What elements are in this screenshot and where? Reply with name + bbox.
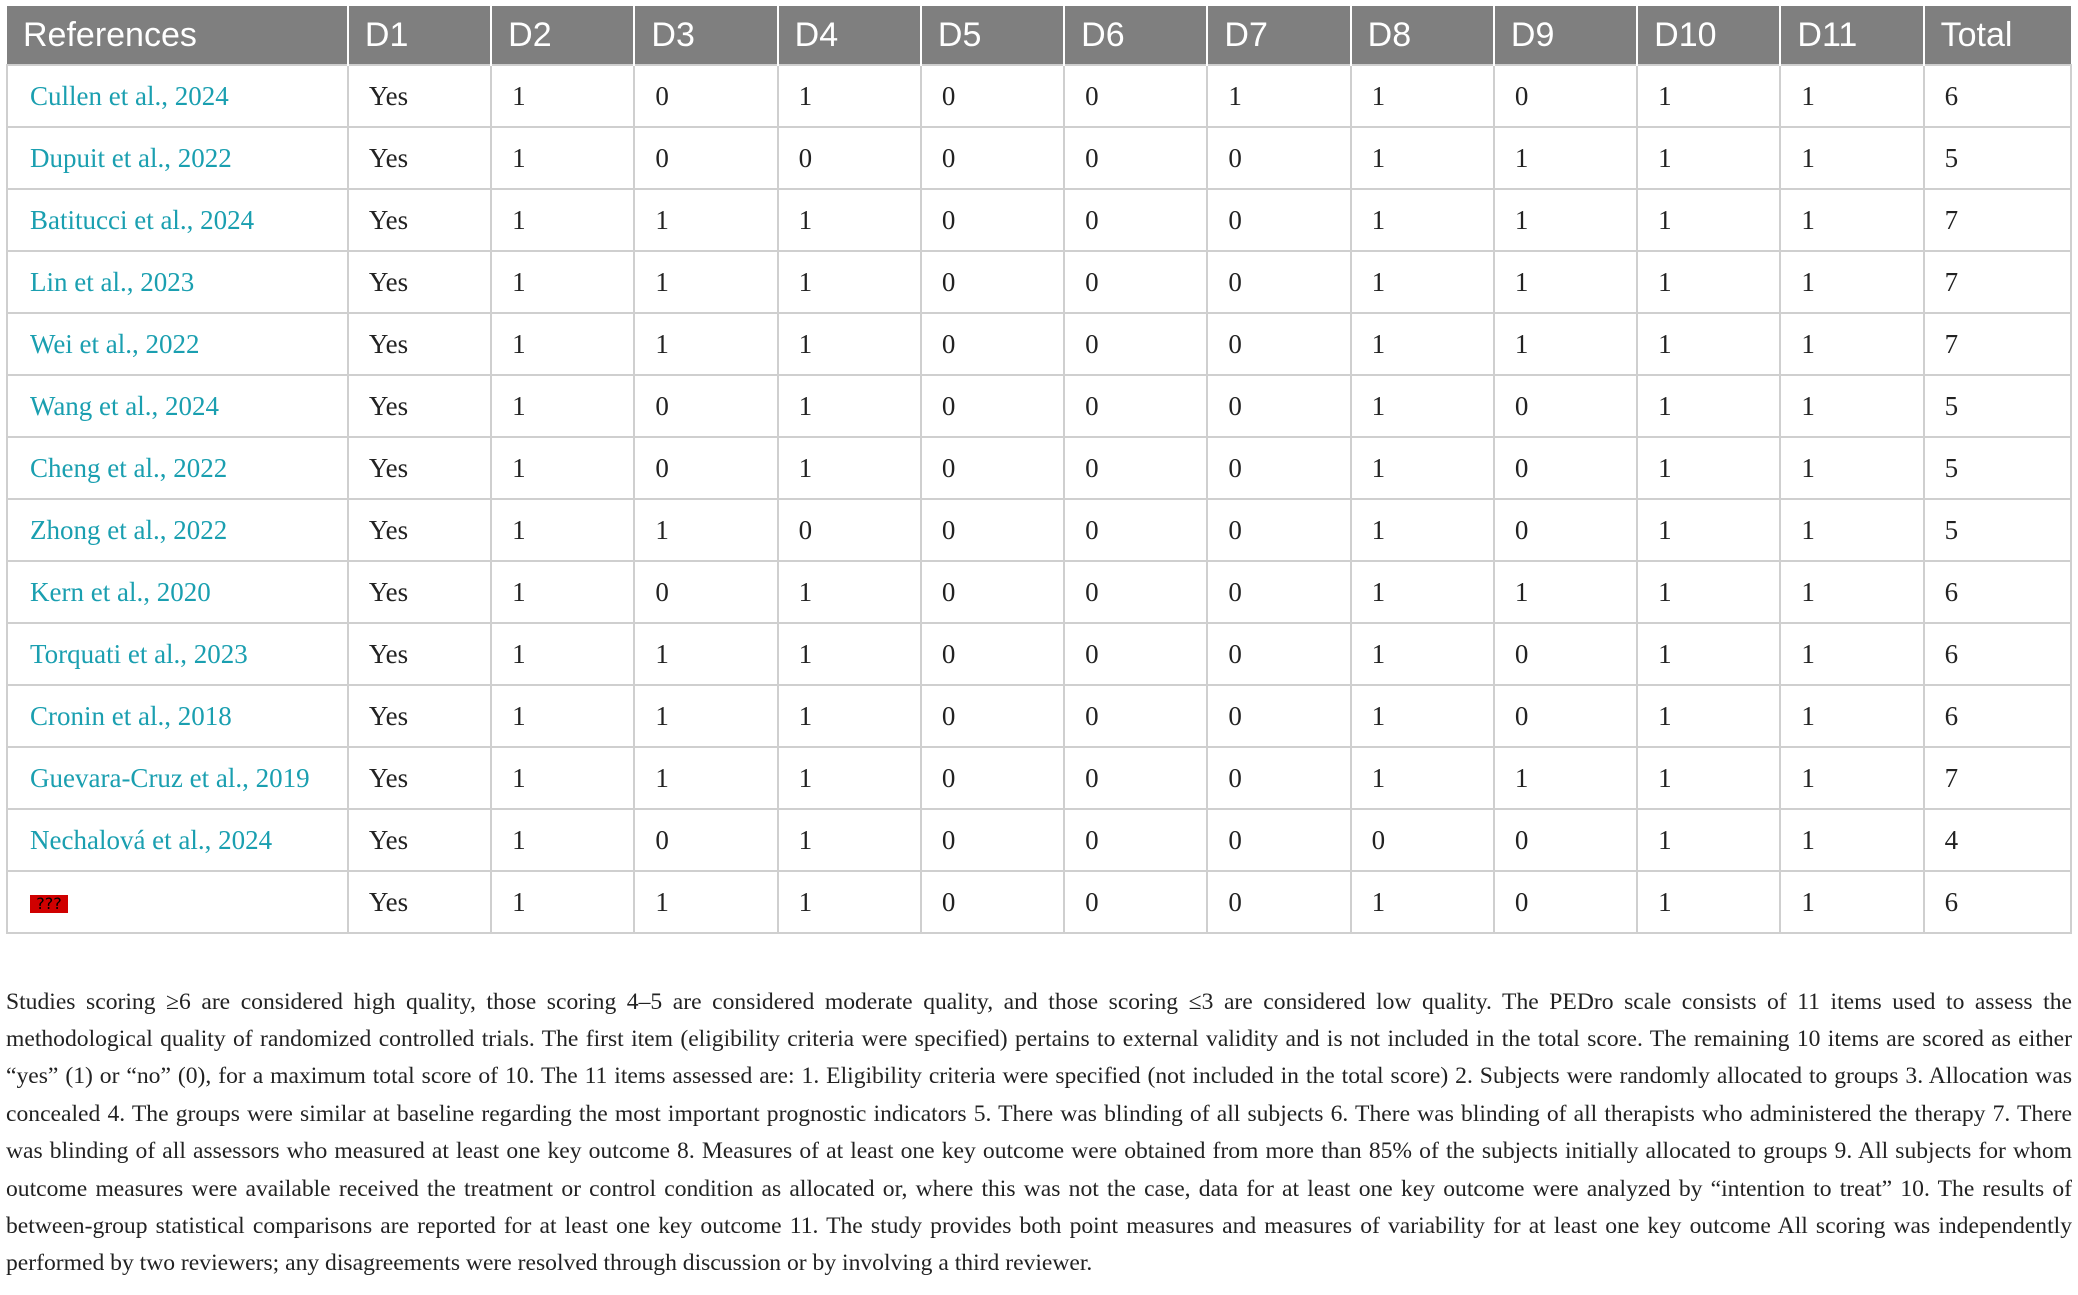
column-header-d9: D9 bbox=[1494, 6, 1637, 65]
table-row bbox=[7, 685, 2071, 747]
criterion-cell-d10: 1 bbox=[1637, 313, 1780, 375]
total-score-cell: 5 bbox=[1924, 127, 2071, 189]
criterion-cell-d3: 0 bbox=[634, 437, 777, 499]
total-score-cell: 6 bbox=[1924, 65, 2071, 127]
criterion-cell-d7: 0 bbox=[1207, 313, 1350, 375]
criterion-cell-d6: 0 bbox=[1064, 685, 1207, 747]
reference-link[interactable]: Wang et al., 2024 bbox=[7, 375, 348, 437]
criterion-cell-d10: 1 bbox=[1637, 189, 1780, 251]
total-score-cell: 7 bbox=[1924, 747, 2071, 809]
criterion-cell-d4: 1 bbox=[778, 747, 921, 809]
criterion-cell-d6: 0 bbox=[1064, 437, 1207, 499]
criterion-cell-d4: 1 bbox=[778, 561, 921, 623]
criterion-cell-d10: 1 bbox=[1637, 251, 1780, 313]
criterion-cell-d11: 1 bbox=[1780, 251, 1923, 313]
total-score-cell: 5 bbox=[1924, 375, 2071, 437]
criterion-cell-d1: Yes bbox=[348, 499, 491, 561]
table-row bbox=[7, 809, 2071, 871]
criterion-cell-d3: 1 bbox=[634, 871, 777, 933]
criterion-cell-d2: 1 bbox=[491, 375, 634, 437]
table-row bbox=[7, 623, 2071, 685]
criterion-cell-d6: 0 bbox=[1064, 375, 1207, 437]
missing-reference-icon: ??? bbox=[30, 895, 68, 913]
criterion-cell-d10: 1 bbox=[1637, 871, 1780, 933]
criterion-cell-d4: 1 bbox=[778, 871, 921, 933]
criterion-cell-d2: 1 bbox=[491, 871, 634, 933]
criterion-cell-d2: 1 bbox=[491, 127, 634, 189]
criterion-cell-d5: 0 bbox=[921, 251, 1064, 313]
criterion-cell-d5: 0 bbox=[921, 871, 1064, 933]
criterion-cell-d8: 1 bbox=[1351, 623, 1494, 685]
criterion-cell-d5: 0 bbox=[921, 189, 1064, 251]
criterion-cell-d7: 0 bbox=[1207, 561, 1350, 623]
total-score-cell: 4 bbox=[1924, 809, 2071, 871]
column-header-d8: D8 bbox=[1351, 6, 1494, 65]
column-header-d3: D3 bbox=[634, 6, 777, 65]
criterion-cell-d10: 1 bbox=[1637, 623, 1780, 685]
criterion-cell-d1: Yes bbox=[348, 313, 491, 375]
criterion-cell-d4: 1 bbox=[778, 375, 921, 437]
criterion-cell-d7: 1 bbox=[1207, 65, 1350, 127]
column-header-references: References bbox=[7, 6, 348, 65]
criterion-cell-d5: 0 bbox=[921, 127, 1064, 189]
table-row bbox=[7, 375, 2071, 437]
criterion-cell-d1: Yes bbox=[348, 747, 491, 809]
criterion-cell-d2: 1 bbox=[491, 747, 634, 809]
column-header-d5: D5 bbox=[921, 6, 1064, 65]
criterion-cell-d8: 1 bbox=[1351, 251, 1494, 313]
criterion-cell-d2: 1 bbox=[491, 561, 634, 623]
table-row bbox=[7, 313, 2071, 375]
criterion-cell-d6: 0 bbox=[1064, 499, 1207, 561]
criterion-cell-d8: 1 bbox=[1351, 65, 1494, 127]
criterion-cell-d3: 0 bbox=[634, 127, 777, 189]
column-header-d2: D2 bbox=[491, 6, 634, 65]
criterion-cell-d7: 0 bbox=[1207, 871, 1350, 933]
criterion-cell-d8: 1 bbox=[1351, 313, 1494, 375]
criterion-cell-d5: 0 bbox=[921, 809, 1064, 871]
criterion-cell-d10: 1 bbox=[1637, 809, 1780, 871]
criterion-cell-d1: Yes bbox=[348, 685, 491, 747]
criterion-cell-d5: 0 bbox=[921, 375, 1064, 437]
criterion-cell-d4: 1 bbox=[778, 65, 921, 127]
criterion-cell-d6: 0 bbox=[1064, 561, 1207, 623]
criterion-cell-d4: 1 bbox=[778, 809, 921, 871]
criterion-cell-d1: Yes bbox=[348, 561, 491, 623]
criterion-cell-d1: Yes bbox=[348, 809, 491, 871]
criterion-cell-d10: 1 bbox=[1637, 437, 1780, 499]
criterion-cell-d1: Yes bbox=[348, 375, 491, 437]
criterion-cell-d2: 1 bbox=[491, 189, 634, 251]
criterion-cell-d6: 0 bbox=[1064, 809, 1207, 871]
criterion-cell-d6: 0 bbox=[1064, 127, 1207, 189]
criterion-cell-d3: 1 bbox=[634, 685, 777, 747]
criterion-cell-d2: 1 bbox=[491, 437, 634, 499]
criterion-cell-d9: 1 bbox=[1494, 561, 1637, 623]
criterion-cell-d3: 0 bbox=[634, 809, 777, 871]
table-header-row bbox=[7, 6, 2071, 65]
criterion-cell-d3: 0 bbox=[634, 65, 777, 127]
criterion-cell-d11: 1 bbox=[1780, 375, 1923, 437]
criterion-cell-d9: 1 bbox=[1494, 313, 1637, 375]
table-footnote: Studies scoring ≥6 are considered high quality, those scoring 4–5 are considered moderate quality, and those scoring ≤3 are considered low quality. The PEDro scale consists of 11 items used to assess the methodological quality of randomized controlled trials. The first item (eligibility criteria were specified) pertains to external validity and is not included in the total score. The remaining 10 items are scored as either “yes” (1) or “no” (0), for a maximum total score of 10. The 11 items assessed are: 1. Eligibility criteria were specified (not included in the total score) 2. Subjects were randomly allocated to groups 3. Allocation was concealed 4. The groups were similar at baseline regarding the most important prognostic indicators 5. There was blinding of all subjects 6. There was blinding of all therapists who administered the therapy 7. There was blinding of all assessors who measured at least one key outcome 8. Measures of at least one key outcome were obtained from more than 85% of the subjects initially allocated to groups 9. All subjects for whom outcome measures were available received the treatment or control condition as allocated or, where this was not the case, data for at least one key outcome were analyzed by “intention to treat” 10. The results of between-group statistical comparisons are reported for at least one key outcome 11. The study provides both point measures and measures of variability for at least one key outcome All scoring was independently performed by two reviewers; any disagreements were resolved through discussion or by involving a third reviewer. bbox=[6, 988, 2072, 1277]
column-header-d11: D11 bbox=[1780, 6, 1923, 65]
criterion-cell-d11: 1 bbox=[1780, 623, 1923, 685]
criterion-cell-d3: 1 bbox=[634, 189, 777, 251]
criterion-cell-d3: 1 bbox=[634, 251, 777, 313]
table-body bbox=[7, 65, 2071, 933]
criterion-cell-d11: 1 bbox=[1780, 127, 1923, 189]
reference-link[interactable]: Cronin et al., 2018 bbox=[7, 685, 348, 747]
criterion-cell-d5: 0 bbox=[921, 685, 1064, 747]
criterion-cell-d7: 0 bbox=[1207, 499, 1350, 561]
total-score-cell: 6 bbox=[1924, 685, 2071, 747]
criterion-cell-d11: 1 bbox=[1780, 871, 1923, 933]
criterion-cell-d5: 0 bbox=[921, 747, 1064, 809]
criterion-cell-d2: 1 bbox=[491, 623, 634, 685]
reference-link[interactable]: Nechalová et al., 2024 bbox=[7, 809, 348, 871]
criterion-cell-d6: 0 bbox=[1064, 313, 1207, 375]
criterion-cell-d4: 1 bbox=[778, 437, 921, 499]
table-row bbox=[7, 499, 2071, 561]
criterion-cell-d6: 0 bbox=[1064, 747, 1207, 809]
criterion-cell-d8: 0 bbox=[1351, 809, 1494, 871]
criterion-cell-d7: 0 bbox=[1207, 747, 1350, 809]
column-header-d10: D10 bbox=[1637, 6, 1780, 65]
criterion-cell-d4: 0 bbox=[778, 499, 921, 561]
criterion-cell-d10: 1 bbox=[1637, 561, 1780, 623]
table-row bbox=[7, 747, 2071, 809]
criterion-cell-d8: 1 bbox=[1351, 189, 1494, 251]
table-row bbox=[7, 871, 2071, 933]
column-header-d7: D7 bbox=[1207, 6, 1350, 65]
criterion-cell-d8: 1 bbox=[1351, 685, 1494, 747]
column-header-d1: D1 bbox=[348, 6, 491, 65]
criterion-cell-d8: 1 bbox=[1351, 747, 1494, 809]
criterion-cell-d7: 0 bbox=[1207, 437, 1350, 499]
criterion-cell-d2: 1 bbox=[491, 809, 634, 871]
criterion-cell-d2: 1 bbox=[491, 685, 634, 747]
criterion-cell-d9: 1 bbox=[1494, 189, 1637, 251]
criterion-cell-d6: 0 bbox=[1064, 65, 1207, 127]
reference-link[interactable]: Cheng et al., 2022 bbox=[7, 437, 348, 499]
criterion-cell-d11: 1 bbox=[1780, 685, 1923, 747]
total-score-cell: 5 bbox=[1924, 437, 2071, 499]
criterion-cell-d5: 0 bbox=[921, 623, 1064, 685]
total-score-cell: 6 bbox=[1924, 871, 2071, 933]
criterion-cell-d4: 0 bbox=[778, 127, 921, 189]
criterion-cell-d6: 0 bbox=[1064, 871, 1207, 933]
criterion-cell-d3: 1 bbox=[634, 499, 777, 561]
criterion-cell-d9: 0 bbox=[1494, 499, 1637, 561]
criterion-cell-d8: 1 bbox=[1351, 437, 1494, 499]
criterion-cell-d7: 0 bbox=[1207, 685, 1350, 747]
reference-link[interactable]: Zhong et al., 2022 bbox=[7, 499, 348, 561]
criterion-cell-d11: 1 bbox=[1780, 437, 1923, 499]
reference-link[interactable]: Guevara-Cruz et al., 2019 bbox=[7, 747, 348, 809]
criterion-cell-d9: 0 bbox=[1494, 685, 1637, 747]
criterion-cell-d10: 1 bbox=[1637, 127, 1780, 189]
criterion-cell-d2: 1 bbox=[491, 313, 634, 375]
criterion-cell-d1: Yes bbox=[348, 437, 491, 499]
criterion-cell-d4: 1 bbox=[778, 313, 921, 375]
criterion-cell-d10: 1 bbox=[1637, 685, 1780, 747]
criterion-cell-d7: 0 bbox=[1207, 127, 1350, 189]
reference-link[interactable]: Dupuit et al., 2022 bbox=[7, 127, 348, 189]
table-row bbox=[7, 189, 2071, 251]
criterion-cell-d3: 1 bbox=[634, 313, 777, 375]
criterion-cell-d8: 1 bbox=[1351, 375, 1494, 437]
criterion-cell-d9: 1 bbox=[1494, 747, 1637, 809]
criterion-cell-d6: 0 bbox=[1064, 623, 1207, 685]
criterion-cell-d9: 0 bbox=[1494, 375, 1637, 437]
criterion-cell-d5: 0 bbox=[921, 65, 1064, 127]
total-score-cell: 5 bbox=[1924, 499, 2071, 561]
table-row bbox=[7, 65, 2071, 127]
table-row bbox=[7, 561, 2071, 623]
criterion-cell-d1: Yes bbox=[348, 871, 491, 933]
reference-link[interactable]: Wei et al., 2022 bbox=[7, 313, 348, 375]
criterion-cell-d7: 0 bbox=[1207, 251, 1350, 313]
criterion-cell-d7: 0 bbox=[1207, 809, 1350, 871]
criterion-cell-d1: Yes bbox=[348, 251, 491, 313]
criterion-cell-d10: 1 bbox=[1637, 375, 1780, 437]
criterion-cell-d1: Yes bbox=[348, 189, 491, 251]
criterion-cell-d9: 1 bbox=[1494, 127, 1637, 189]
criterion-cell-d5: 0 bbox=[921, 313, 1064, 375]
table-row bbox=[7, 437, 2071, 499]
column-header-total: Total bbox=[1924, 6, 2071, 65]
table-row bbox=[7, 251, 2071, 313]
criterion-cell-d8: 1 bbox=[1351, 871, 1494, 933]
total-score-cell: 6 bbox=[1924, 623, 2071, 685]
criterion-cell-d10: 1 bbox=[1637, 499, 1780, 561]
criterion-cell-d4: 1 bbox=[778, 189, 921, 251]
reference-unknown-marker bbox=[7, 871, 348, 933]
criterion-cell-d2: 1 bbox=[491, 251, 634, 313]
criterion-cell-d3: 1 bbox=[634, 747, 777, 809]
criterion-cell-d11: 1 bbox=[1780, 313, 1923, 375]
total-score-cell: 7 bbox=[1924, 189, 2071, 251]
criterion-cell-d3: 0 bbox=[634, 561, 777, 623]
column-header-d6: D6 bbox=[1064, 6, 1207, 65]
reference-link[interactable]: Cullen et al., 2024 bbox=[7, 65, 348, 127]
criterion-cell-d4: 1 bbox=[778, 623, 921, 685]
reference-link[interactable]: Torquati et al., 2023 bbox=[7, 623, 348, 685]
table-row bbox=[7, 127, 2071, 189]
criterion-cell-d3: 1 bbox=[634, 623, 777, 685]
criterion-cell-d10: 1 bbox=[1637, 65, 1780, 127]
reference-link[interactable]: Kern et al., 2020 bbox=[7, 561, 348, 623]
reference-link[interactable]: Lin et al., 2023 bbox=[7, 251, 348, 313]
criterion-cell-d4: 1 bbox=[778, 251, 921, 313]
criterion-cell-d6: 0 bbox=[1064, 189, 1207, 251]
criterion-cell-d5: 0 bbox=[921, 561, 1064, 623]
total-score-cell: 7 bbox=[1924, 251, 2071, 313]
criterion-cell-d5: 0 bbox=[921, 499, 1064, 561]
criterion-cell-d7: 0 bbox=[1207, 623, 1350, 685]
criterion-cell-d4: 1 bbox=[778, 685, 921, 747]
criterion-cell-d8: 1 bbox=[1351, 561, 1494, 623]
criterion-cell-d11: 1 bbox=[1780, 499, 1923, 561]
criterion-cell-d8: 1 bbox=[1351, 499, 1494, 561]
pedro-quality-table bbox=[6, 6, 2072, 934]
criterion-cell-d1: Yes bbox=[348, 623, 491, 685]
criterion-cell-d1: Yes bbox=[348, 65, 491, 127]
criterion-cell-d3: 0 bbox=[634, 375, 777, 437]
column-header-d4: D4 bbox=[778, 6, 921, 65]
criterion-cell-d1: Yes bbox=[348, 127, 491, 189]
total-score-cell: 7 bbox=[1924, 313, 2071, 375]
criterion-cell-d11: 1 bbox=[1780, 561, 1923, 623]
reference-link[interactable]: Batitucci et al., 2024 bbox=[7, 189, 348, 251]
criterion-cell-d2: 1 bbox=[491, 499, 634, 561]
criterion-cell-d5: 0 bbox=[921, 437, 1064, 499]
criterion-cell-d9: 0 bbox=[1494, 809, 1637, 871]
criterion-cell-d9: 0 bbox=[1494, 871, 1637, 933]
criterion-cell-d8: 1 bbox=[1351, 127, 1494, 189]
criterion-cell-d9: 0 bbox=[1494, 437, 1637, 499]
criterion-cell-d11: 1 bbox=[1780, 747, 1923, 809]
criterion-cell-d10: 1 bbox=[1637, 747, 1780, 809]
criterion-cell-d9: 1 bbox=[1494, 251, 1637, 313]
criterion-cell-d11: 1 bbox=[1780, 809, 1923, 871]
criterion-cell-d7: 0 bbox=[1207, 375, 1350, 437]
criterion-cell-d6: 0 bbox=[1064, 251, 1207, 313]
criterion-cell-d11: 1 bbox=[1780, 65, 1923, 127]
criterion-cell-d7: 0 bbox=[1207, 189, 1350, 251]
criterion-cell-d9: 0 bbox=[1494, 65, 1637, 127]
pedro-table-container bbox=[6, 6, 2072, 934]
criterion-cell-d2: 1 bbox=[491, 65, 634, 127]
criterion-cell-d9: 0 bbox=[1494, 623, 1637, 685]
total-score-cell: 6 bbox=[1924, 561, 2071, 623]
criterion-cell-d11: 1 bbox=[1780, 189, 1923, 251]
